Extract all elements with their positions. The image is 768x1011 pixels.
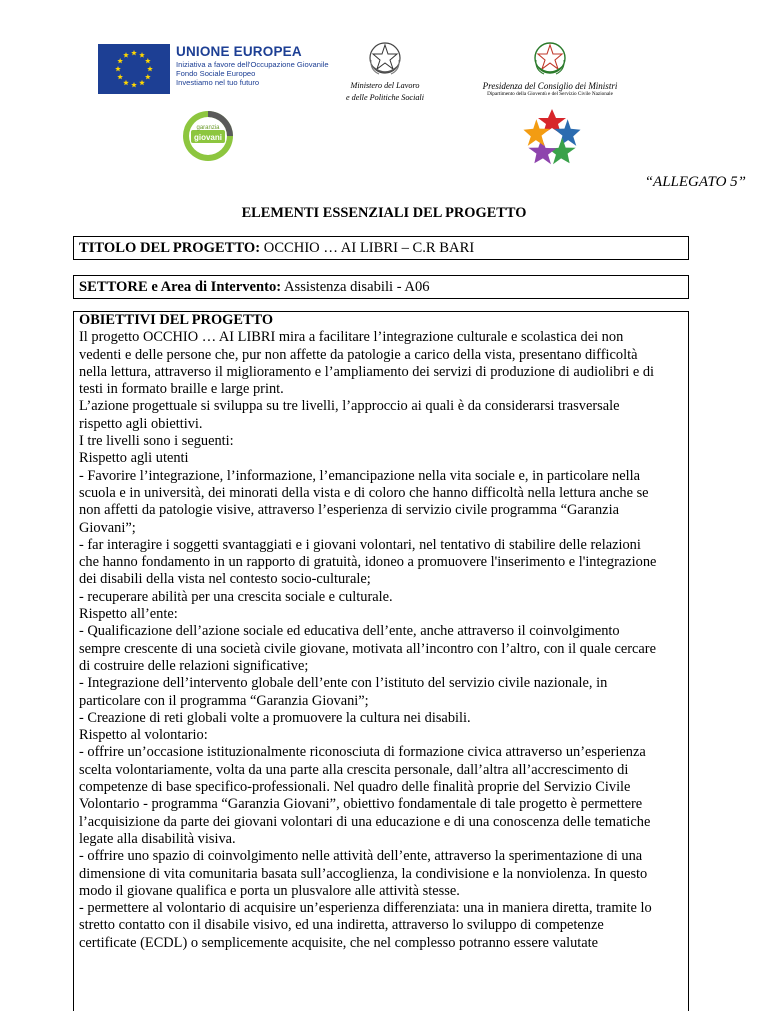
obiettivi-line: l’acquisizione da parte dei giovani volontari di una educazione e di una conoscenza delle tematiche: [79, 813, 651, 830]
obiettivi-line: rispetto agli obiettivi.: [79, 415, 203, 432]
obiettivi-box: [73, 311, 689, 1011]
obiettivi-line: dei disabili della vista nel contesto socio-culturale;: [79, 571, 371, 588]
obiettivi-line: stretto contatto con il disabile visivo, ed una indiretta, attraverso lo sviluppo di competenze: [79, 917, 604, 934]
italian-emblem-icon: [367, 40, 403, 78]
eu-line2: Fondo Sociale Europeo: [176, 69, 256, 78]
obiettivi-line: vedenti e delle persone che, pur non affette da patologie a carico della vista, presentano difficoltà: [79, 346, 638, 363]
obiettivi-line: I tre livelli sono i seguenti:: [79, 433, 234, 450]
titolo-value: OCCHIO … AI LIBRI – C.R BARI: [260, 240, 475, 256]
obiettivi-line: - offrire un’occasione istituzionalmente riconosciuta di formazione civica attraverso un’esperienza: [79, 744, 646, 761]
page-title: ELEMENTI ESSENZIALI DEL PROGETTO: [241, 205, 527, 221]
obiettivi-line: scuola e in università, dei minorati della vista e di coloro che hanno difficoltà nella lettura anche se: [79, 484, 649, 501]
obiettivi-line: che hanno fondamento in un rapporto di gratuità, idoneo a promuovere l'inserimento e l'integrazione: [79, 554, 657, 571]
obiettivi-line: certificate (ECDL) o semplicemente acquisite, che nel complesso potranno essere valutate: [79, 934, 599, 951]
obiettivi-line: di costruire delle relazioni significative;: [79, 657, 309, 674]
obiettivi-line: dimensione di vita comunitaria basata sull’accoglienza, la condivisione e la nonviolenza. In questo: [79, 865, 648, 882]
titolo-label: TITOLO DEL PROGETTO:: [79, 240, 261, 256]
obiettivi-line: - Qualificazione dell’azione sociale ed educativa dell’ente, anche attraverso il coinvolgimento: [79, 623, 620, 640]
ministero-line2: e delle Politiche Sociali: [346, 93, 424, 102]
obiettivi-line: nella lettura, attraverso il miglioramento e l’ampliamento dei servizi di produzione di audiolibri e di: [79, 363, 655, 380]
obiettivi-line: non affetti da patologie visive, attraverso l’esperienza di servizio civile programma “Garanzia: [79, 502, 619, 519]
obiettivi-body: [79, 329, 683, 952]
allegato-label: “ALLEGATO 5”: [644, 174, 746, 190]
obiettivi-line: Rispetto al volontario:: [79, 727, 208, 744]
servizio-civile-logo: [516, 104, 588, 174]
giovani-text: giovani: [193, 133, 223, 142]
settore-box: [73, 275, 689, 299]
obiettivi-line: Il progetto OCCHIO … AI LIBRI mira a facilitare l’integrazione culturale e scolastica dei non: [79, 329, 624, 346]
obiettivi-line: - Favorire l’integrazione, l’informazione, l’emancipazione nella vita sociale e, in particolare nella: [79, 467, 640, 484]
obiettivi-heading: OBIETTIVI DEL PROGETTO: [79, 312, 274, 328]
settore-label: SETTORE e Area di Intervento:: [79, 279, 282, 295]
obiettivi-line: testi in formato braille e large print.: [79, 381, 284, 398]
garanzia-text: garanzia: [196, 125, 220, 131]
obiettivi-line: - Integrazione dell’intervento globale dell’ente con l’istituto del servizio civile nazionale, in: [79, 675, 608, 692]
obiettivi-line: scelta volontariamente, volta da una parte alla crescita personale, dall’altra all’accrescimento di: [79, 761, 629, 778]
obiettivi-line: - offrire uno spazio di coinvolgimento nelle attività dell’ente, attraverso la sperimentazione di una: [79, 848, 643, 865]
stars-circle-logo-icon: [516, 104, 588, 174]
presidenza-line1: Presidenza del Consiglio dei Ministri: [482, 81, 618, 91]
garanzia-giovani-logo: [180, 108, 236, 164]
presidenza-logo: [470, 40, 630, 98]
obiettivi-line: - permettere al volontario di acquisire un’esperienza differenziata: una in maniera diretta, tramite lo: [79, 900, 652, 917]
eu-line1: Iniziativa a favore dell'Occupazione Giovanile: [176, 60, 329, 69]
eu-logo: [98, 44, 360, 94]
ministero-line1: Ministero del Lavoro: [350, 81, 420, 90]
eu-flag-icon: [98, 44, 170, 94]
obiettivi-line: L’azione progettuale si sviluppa su tre livelli, l’approccio ai quali è da considerarsi trasversale: [79, 398, 620, 415]
italian-emblem-icon: [532, 40, 568, 78]
obiettivi-line: Rispetto all’ente:: [79, 606, 178, 623]
eu-title: UNIONE EUROPEA: [176, 44, 302, 59]
obiettivi-line: Giovani”;: [79, 519, 136, 536]
obiettivi-line: - Creazione di reti globali volte a promuovere la cultura nei disabili.: [79, 709, 471, 726]
eu-line3: Investiamo nel tuo futuro: [176, 78, 260, 87]
obiettivi-line: - far interagire i soggetti svantaggiati e i giovani volontari, nel tentativo di stabilire delle relazioni: [79, 536, 641, 553]
ministero-logo: [340, 40, 430, 102]
obiettivi-line: particolare con il programma “Garanzia Giovani”;: [79, 692, 369, 709]
obiettivi-line: modo il giovane qualifica e porta un plusvalore alle attività stesse.: [79, 882, 460, 899]
titolo-progetto-box: [73, 236, 689, 260]
presidenza-line2: Dipartimento della Gioventù e del Servizio Civile Nazionale: [487, 91, 613, 97]
obiettivi-line: Volontario - programma “Garanzia Giovani”, obiettivo fondamentale di tale progetto è permettere: [79, 796, 643, 813]
obiettivi-line: - recuperare abilità per una crescita sociale e culturale.: [79, 588, 393, 605]
settore-value: Assistenza disabili - A06: [281, 279, 430, 295]
obiettivi-line: competenze di base specifico-professionali. Nel quadro delle finalità proprie del Servizio Civile: [79, 779, 631, 796]
obiettivi-line: Rispetto agli utenti: [79, 450, 189, 467]
obiettivi-line: legate alla disabilità visiva.: [79, 830, 236, 847]
obiettivi-line: sempre crescente di una società civile giovane, motivata all’incontro con l’altro, con il quale cercare: [79, 640, 656, 657]
eu-text: [176, 44, 366, 87]
